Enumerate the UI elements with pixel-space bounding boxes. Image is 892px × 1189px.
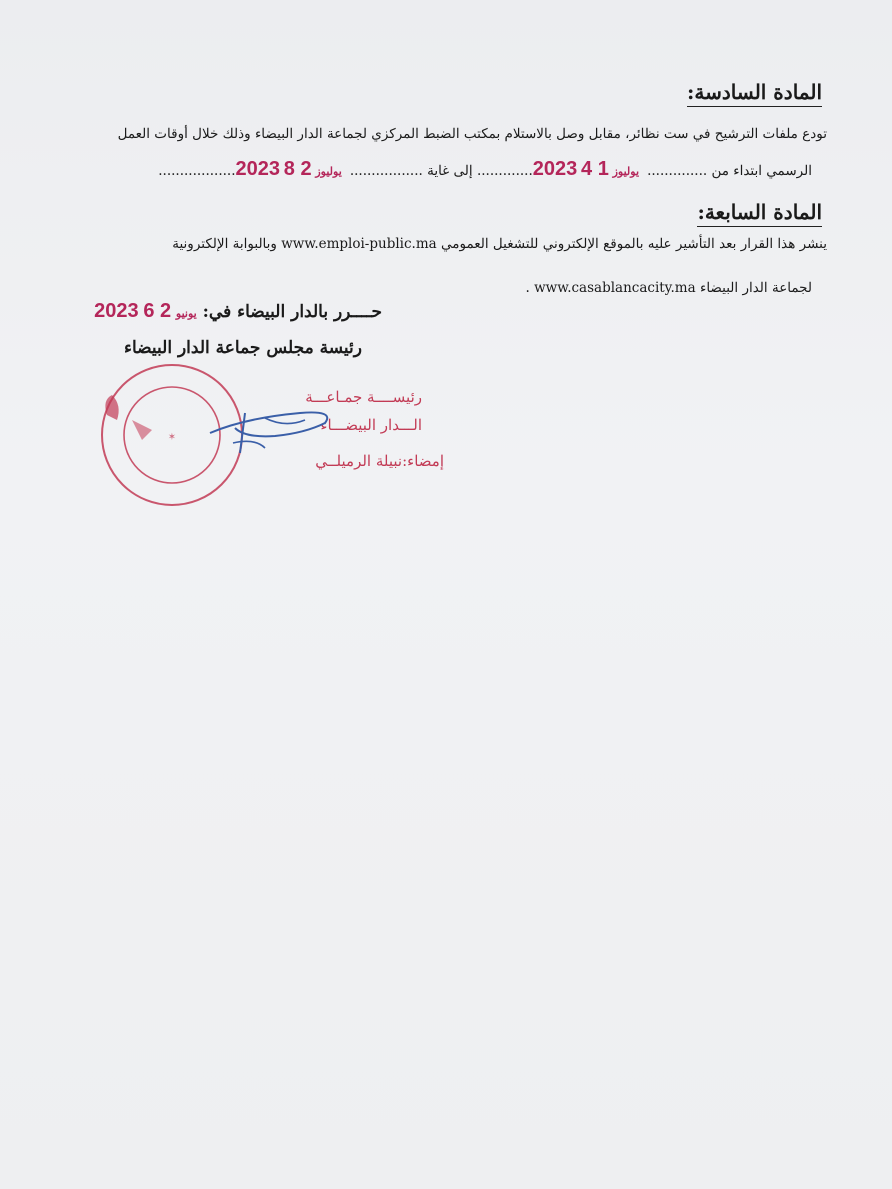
article-7-line-1-suffix: وبالبوابة الإلكترونية — [172, 236, 277, 252]
article-7-line-2-prefix: لجماعة الدار البيضاء — [699, 280, 812, 296]
stamp-line-1: رئيســــة جمـاعـــة — [305, 388, 422, 406]
handwritten-signature — [205, 398, 345, 468]
article-7-line-2 — [526, 280, 812, 296]
end-date-day: 2 8 — [283, 158, 312, 180]
emploi-public-link[interactable]: www.emploi-public.ma — [281, 236, 437, 252]
article-7-line-1-prefix: ينشر هذا القرار بعد التأشير عليه بالموقع الإلكتروني للتشغيل العمومي — [440, 236, 827, 252]
stamp-line-2: الـــدار البيضـــاء — [320, 416, 422, 434]
stamp-line-3: إمضاء:نبيلة الرميلــي — [315, 452, 444, 470]
start-date — [532, 158, 643, 180]
svg-text:✶: ✶ — [167, 432, 177, 443]
start-date-day: 1 4 — [581, 158, 609, 180]
dotted-fill: .............. — [647, 163, 708, 179]
signature-date-year: 2023 — [94, 300, 139, 322]
start-date-year: 2023 — [532, 158, 578, 180]
article-6-line-2 — [158, 158, 812, 181]
line-2-prefix: الرسمي ابتداء من — [711, 163, 812, 179]
line-2-middle: إلى غاية — [427, 163, 473, 179]
dotted-fill: .................. — [158, 163, 236, 179]
signature-date-day: 2 6 — [143, 300, 172, 322]
end-date — [235, 158, 346, 180]
made-at-label: حــــرر بالدار البيضاء في: — [202, 302, 382, 322]
signature-place-date — [94, 300, 382, 323]
article-6-heading: المادة السادسة: — [687, 80, 822, 107]
article-7-heading: المادة السابعة: — [697, 200, 822, 227]
article-7-line-1 — [172, 236, 827, 252]
signatory-title: رئيسة مجلس جماعة الدار البيضاء — [123, 338, 362, 358]
article-7-line-2-end: . — [525, 280, 530, 296]
signature-date-month: يونيو — [175, 308, 197, 320]
start-date-month: يوليوز — [612, 166, 640, 178]
signature-date — [94, 302, 197, 321]
end-date-month: يوليوز — [315, 166, 342, 178]
casablancacity-link[interactable]: www.casablancacity.ma — [534, 280, 696, 296]
article-6-line-1: تودع ملفات الترشيح في ست نظائر، مقابل وصل بالاستلام بمكتب الضبط المركزي لجماعة الدار البيضاء وذلك خلال أوقات العمل — [117, 126, 827, 142]
end-date-year: 2023 — [235, 158, 280, 180]
dotted-fill: ................. — [349, 163, 423, 179]
dotted-fill: ............. — [476, 163, 533, 179]
